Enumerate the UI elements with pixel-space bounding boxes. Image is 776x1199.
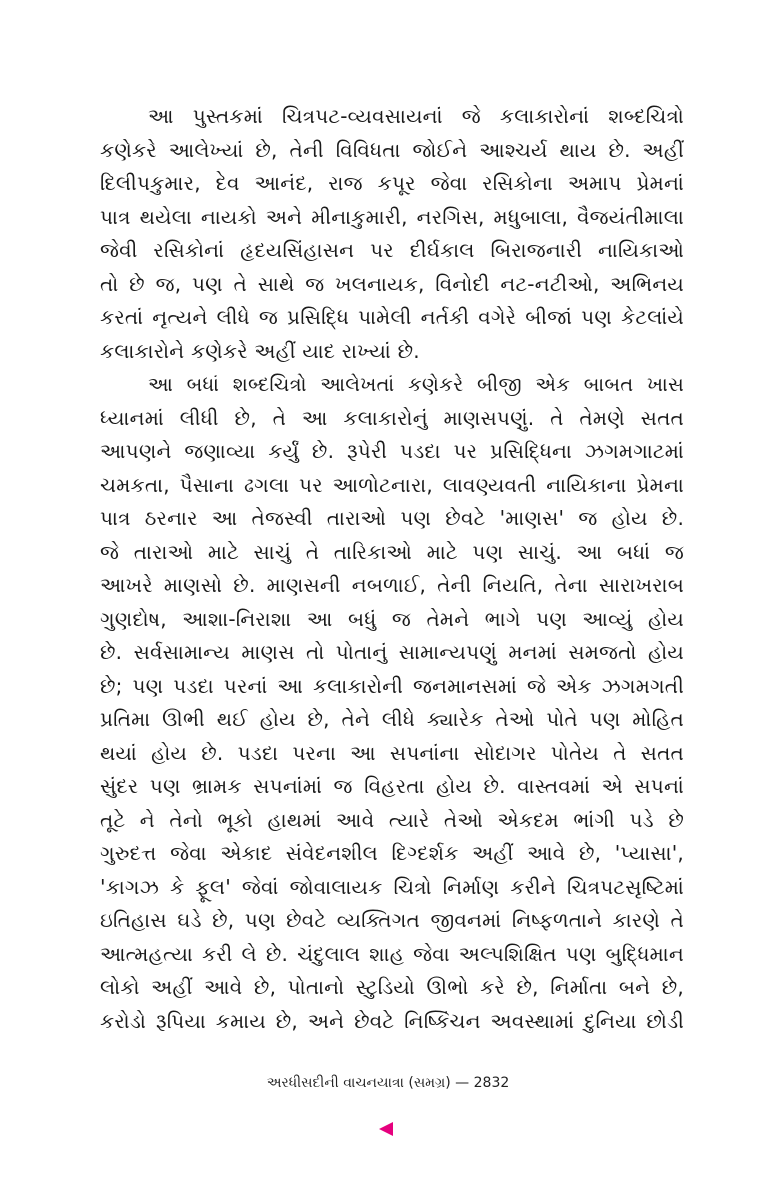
text-line: ગુણદોષ, આશા-નિરાશા આ બધું જ તેમને ભાગે પણ આવ્યું હોય [100,606,684,631]
text-line: તૂટે ને તેનો ભૂકો હાથમાં આવે ત્યારે તેઓ એકદમ ભાંગી પડે છે [100,807,684,832]
text-line: કરોડો રૂપિયા કમાય છે, અને છેવટે નિષ્કિંચન અવસ્થામાં દુનિયા છોડી [100,1008,684,1033]
paragraph [100,368,684,1038]
text-line: તો છે જ, પણ તે સાથે જ ખલનાયક, વિનોદી નટ-નટીઓ, અભિનય [100,271,684,296]
previous-page-icon[interactable] [379,1122,393,1136]
text-line: ધ્યાનમાં લીધી છે, તે આ કલાકારોનું માણસપણું. તે તેમણે સતત [100,405,684,430]
text-line: આત્મહત્યા કરી લે છે. ચંદુલાલ શાહ જેવા અલ્પશિક્ષિત પણ બુદ્ધિમાન [100,941,684,966]
text-line: કરતાં નૃત્યને લીધે જ પ્રસિદ્ધિ પામેલી નર્તકી વગેરે બીજાં પણ કેટલાંયે [100,305,684,329]
text-line: પાત્ર થયેલા નાયકો અને મીનાકુમારી, નરગિસ, મધુબાલા, વૈજયંતીમાલા [100,204,684,229]
text-line: દિલીપકુમાર, દેવ આનંદ, રાજ કપૂર જેવા રસિકોના અમાપ પ્રેમનાં [100,171,684,195]
text-line: છે. સર્વસામાન્ય માણસ તો પોતાનું સામાન્યપણું મનમાં સમજતો હોય [100,640,684,664]
text-line: ઇતિહાસ ઘડે છે, પણ છેવટે વ્યક્તિગત જીવનમાં નિષ્ફળતાને કારણે તે [100,908,684,932]
text-line: સુંદર પણ ભ્રામક સપનાંમાં જ વિહરતા હોય છે. વાસ્તવમાં એ સપનાં [100,774,684,798]
text-line: આખરે માણસો છે. માણસની નબળાઈ, તેની નિયતિ, તેના સારાખરાબ [100,573,684,597]
text-line: 'કાગઝ કે ફૂલ' જેવાં જોવાલાયક ચિત્રો નિર્માણ કરીને ચિત્રપટસૃષ્ટિમાં [100,874,684,899]
text-line: જેવી રસિકોનાં હૃદયસિંહાસન પર દીર્ઘકાલ બિરાજનારી નાયિકાઓ [100,238,684,262]
paragraph [100,100,684,368]
page-footer: અરધીસદીની વાચનયાત્રા (સમગ્ર) — 2832 [266,1075,510,1091]
text-line: લોકો અહીં આવે છે, પોતાનો સ્ટુડિયો ઊભો કરે છે, નિર્માતા બને છે, [100,975,684,999]
body-text [100,100,684,1038]
text-line: થયાં હોય છે. પડદા પરના આ સપનાંના સોદાગર પોતેય તે સતત [100,740,684,765]
text-line: ગુરુદત્ત જેવા એકાદ સંવેદનશીલ દિગ્દર્શક અહીં આવે છે, 'પ્યાસા', [100,841,684,865]
text-line: જે તારાઓ માટે સાચું તે તારિકાઓ માટે પણ સાચું. આ બધાં જ [100,539,684,564]
text-line: ચમકતા, પૈસાના ઢગલા પર આળોટનારા, લાવણ્યવતી નાયિકાના પ્રેમના [100,472,684,497]
text-line: પ્રતિમા ઊભી થઈ હોય છે, તેને લીધે ક્યારેક તેઓ પોતે પણ મોહિત [100,707,684,731]
text-line: પાત્ર ઠરનાર આ તેજસ્વી તારાઓ પણ છેવટે 'માણસ' જ હોય છે. [100,506,684,530]
text-line: કલાકારોને કણેકરે અહીં યાદ રાખ્યાં છે. [100,338,420,363]
text-line: આપણને જણાવ્યા કર્યું છે. રૂપેરી પડદા પર પ્રસિદ્ધિના ઝગમગાટમાં [100,439,684,463]
text-line: આ પુસ્તકમાં ચિત્રપટ-વ્યવસાયનાં જે કલાકારોનાં શબ્દચિત્રો [148,104,684,128]
text-line: કણેકરે આલેખ્યાં છે, તેની વિવિધતા જોઈને આશ્ચર્ય થાય છે. અહીં [100,137,684,162]
text-line: આ બધાં શબ્દચિત્રો આલેખતાં કણેકરે બીજી એક બાબત ખાસ [148,373,684,396]
text-line: છે; પણ પડદા પરનાં આ કલાકારોની જનમાનસમાં જે એક ઝગમગતી [100,673,684,698]
